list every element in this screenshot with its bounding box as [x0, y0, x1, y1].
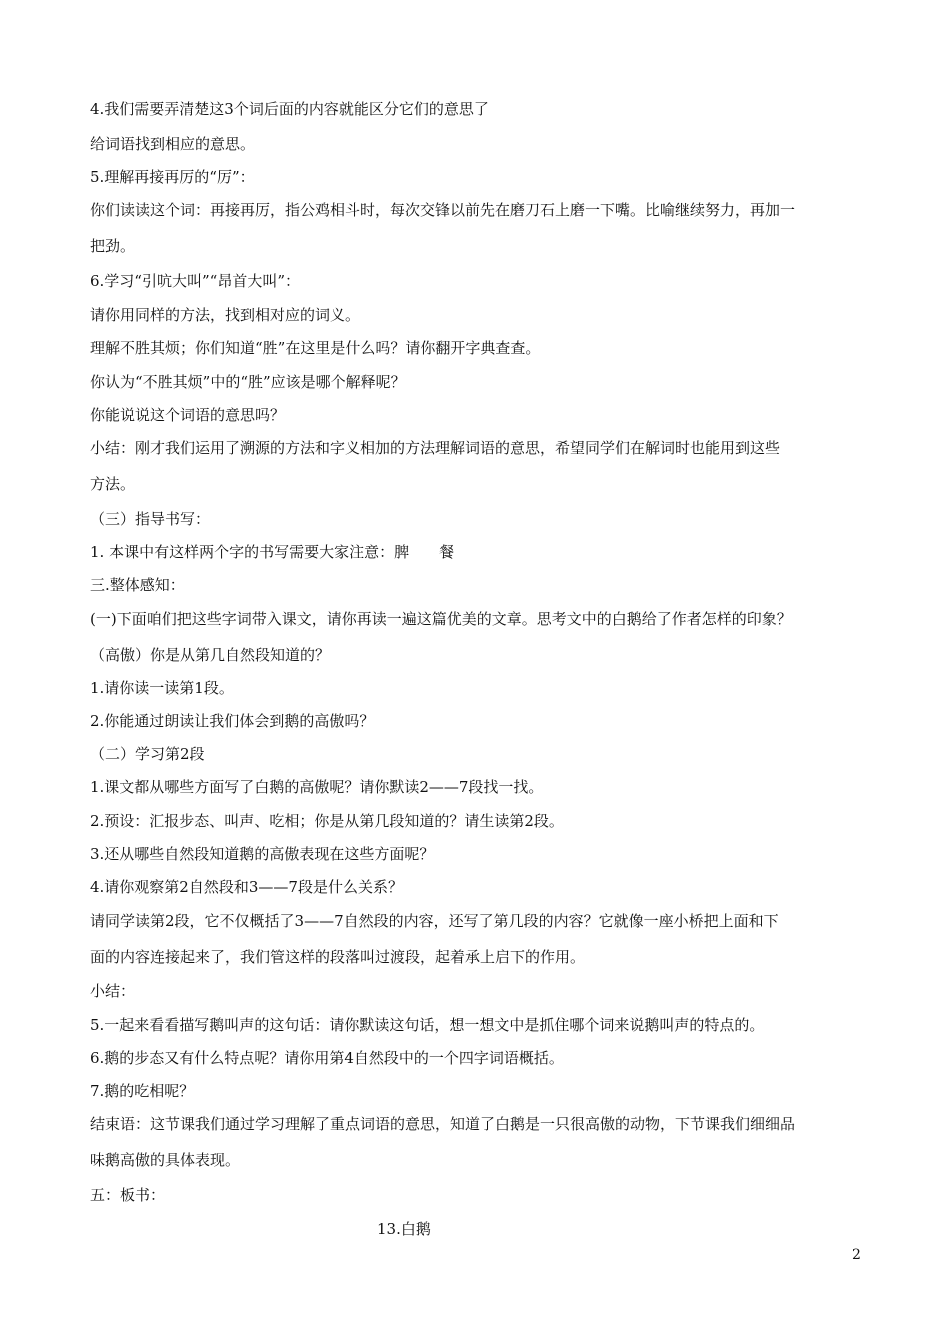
text-line: 5.理解再接再厉的“厉”：	[90, 168, 255, 186]
text-line: （高傲）你是从第几自然段知道的？	[90, 646, 331, 664]
text-line: 三.整体感知：	[90, 576, 185, 594]
text-line: 1. 本课中有这样两个字的书写需要大家注意：脾 餐	[90, 543, 455, 561]
text-line: 味鹅高傲的具体表现。	[90, 1151, 241, 1169]
text-line: 面的内容连接起来了，我们管这样的段落叫过渡段，起着承上启下的作用。	[90, 948, 586, 966]
text-line: 结束语：这节课我们通过学习理解了重点词语的意思，知道了白鹅是一只很高傲的动物，下节课我们细细品	[90, 1115, 796, 1133]
text-line: 1.课文都从哪些方面写了白鹅的高傲呢？请你默读2——7段找一找。	[90, 778, 544, 796]
text-line: 把劲。	[90, 237, 136, 255]
text-line: 2.你能通过朗读让我们体会到鹅的高傲吗？	[90, 712, 375, 730]
text-line: 7.鹅的吃相呢？	[90, 1082, 195, 1100]
text-line: （二）学习第2段	[90, 745, 205, 763]
text-line: 小结：刚才我们运用了溯源的方法和字义相加的方法理解词语的意思，希望同学们在解词时也能用到这些	[90, 439, 781, 457]
text-line: 请同学读第2段，它不仅概括了3——7自然段的内容，还写了第几段的内容？它就像一座小桥把上面和下	[90, 912, 779, 930]
text-line: 小结：	[90, 982, 136, 1000]
text-line: 6.鹅的步态又有什么特点呢？请你用第4自然段中的一个四字词语概括。	[90, 1049, 564, 1067]
text-line: 2.预设：汇报步态、叫声、吃相；你是从第几段知道的？请生读第2段。	[90, 812, 564, 830]
text-line: 4.请你观察第2自然段和3——7段是什么关系？	[90, 878, 403, 896]
text-line: 请你用同样的方法，找到相对应的词义。	[90, 306, 361, 324]
text-line: 1.请你读一读第1段。	[90, 679, 234, 697]
text-line: （三）指导书写：	[90, 510, 211, 528]
text-line: 3.还从哪些自然段知道鹅的高傲表现在这些方面呢？	[90, 845, 435, 863]
text-line: 五：板书：	[90, 1186, 166, 1204]
text-line: 你认为“不胜其烦”中的“胜”应该是哪个解释呢？	[90, 373, 406, 391]
text-line: 5.一起来看看描写鹅叫声的这句话：请你默读这句话，想一想文中是抓住哪个词来说鹅叫声的特点的。	[90, 1016, 765, 1034]
text-line: 方法。	[90, 475, 136, 493]
text-line: (一)下面咱们把这些字词带入课文，请你再读一遍这篇优美的文章。思考文中的白鹅给了作者怎样的印象？	[90, 610, 792, 628]
text-line: 理解不胜其烦；你们知道“胜”在这里是什么吗？请你翻开字典查查。	[90, 339, 541, 357]
text-line: 你们读读这个词：再接再厉，指公鸡相斗时，每次交锋以前先在磨刀石上磨一下嘴。比喻继续努力，再加一	[90, 201, 796, 219]
page-number: 2	[852, 1247, 861, 1263]
text-line: 6.学习“引吭大叫”“昂首大叫”：	[90, 272, 300, 290]
text-line: 你能说说这个词语的意思吗？	[90, 406, 286, 424]
text-line: 给词语找到相应的意思。	[90, 135, 256, 153]
board-title: 13.白鹅	[377, 1220, 431, 1238]
text-line: 4.我们需要弄清楚这3个词后面的内容就能区分它们的意思了	[90, 100, 489, 118]
